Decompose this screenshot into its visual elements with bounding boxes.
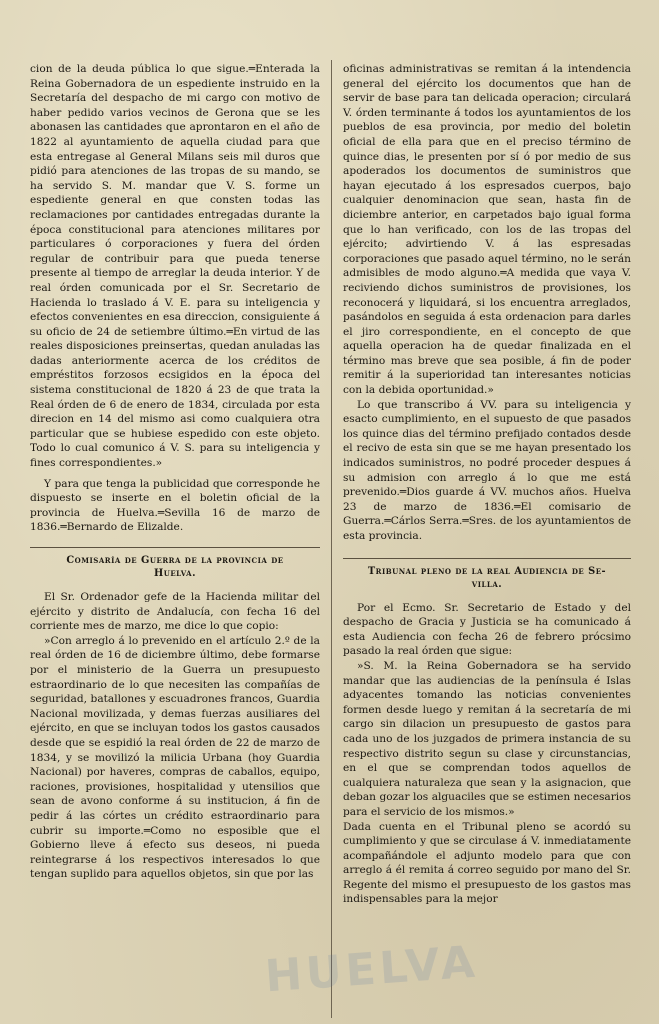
right-column [343, 62, 631, 907]
left-paragraph-3: El Sr. Ordenador gefe de la Hacienda militar del ejército y distrito de Andalucía, con fecha 16 del corriente mes de marzo, me dice lo que copio: [30, 591, 320, 633]
left-column [30, 62, 320, 882]
section-heading-comisaria [30, 547, 320, 580]
right-paragraph-2: Lo que transcribo á VV. para su inteligencia y esacto cumplimiento, en el supuesto de que pasados los quince dias del término prefijado contados desde el recivo de esta sin que se me hayan presentado los indicados suministros, no podré proceder despues á su admision con arreglo á lo que me está prevenido.═Dios guarde á VV. muchos años. Huelva 23 de marzo de 1836.═El comisario de Guerra.═Cárlos Serra.═Sres. de los ayuntamientos de esta provincia. [343, 398, 631, 542]
left-paragraph-1: cion de la deuda pública lo que sigue.═Enterada la Reina Gobernadora de un espediente instruido en la Secretaría del despacho de mi cargo con motivo de haber pedido varios vecinos de Gerona que se les abonasen las cantidades que aprontaron en el año de 1822 al ayuntamiento de aquella ciudad para que esta entregase al General Milans seis mil duros que pidió para atenciones de las tropas de su mando, se ha servido S. M. mandar que V. S. forme un espediente general en que consten todas las reclamaciones por cantidades entregadas durante la época constitucional para atenciones militares por particulares ó corporaciones y fuera del órden regular de contribuir para que pueda tenerse presente al tiempo de arreglar la deuda interior. Y de real órden comunicada por el Sr. Secretario de Hacienda lo traslado á V. E. para su inteligencia y efectos convenientes en esa direccion, consiguiente á su oficio de 24 de setiembre último.═En virtud de las reales disposiciones preinsertas, quedan anuladas las dadas anteriormente acerca de los créditos de empréstitos forzosos ecsigidos en la época del sistema constitucional de 1820 á 23 de que trata la Real órden de 6 de enero de 1834, circulada por esta direcion en 14 del mismo asi como cualquiera otra particular que se hubiese espedido con este objeto. Todo lo cual comunico á V. S. para su inteligencia y fines correspondientes.» [30, 63, 320, 470]
right-paragraph-4: »S. M. la Reina Gobernadora se ha servido mandar que las audiencias de la península é Islas adyacentes tomando las noticias convenientes formen desde luego y remitan á la secretaría de mi cargo sin dilacion un presupuesto de gastos para cada uno de los juzgados de primera instancia de su respectivo distrito segun su clase y circunstancias, en el que se comprendan todos aquellos de cualquiera naturaleza que sean y la asignacion, que deban gozar los alguaciles que se estimen necesarios para el servicio de los mismos.» [343, 659, 631, 818]
section-heading-tribunal [343, 558, 631, 591]
right-paragraph-5: Dada cuenta en el Tribunal pleno se acordó su cumplimiento y que se circulase á V. inmediatamente acompañándole el adjunto modelo para que con arreglo á él remita á correo seguido por mano del Sr. Regente del mismo el presupuesto de los gastos mas indispensables para la mejor [343, 820, 631, 906]
section-heading-comisaria-line1: Comisaría de Guerra de la provincia de [66, 555, 284, 566]
column-divider [331, 60, 332, 1018]
right-paragraph-3: Por el Ecmo. Sr. Secretario de Estado y del despacho de Gracia y Justicia se ha comunicado á esta Audiencia con fecha 26 de febrero prócsimo pasado la real órden que sigue: [343, 601, 631, 658]
left-paragraph-4: »Con arreglo á lo prevenido en el artículo 2.º de la real órden de 16 de diciembre último, debe formarse por el ministerio de la Guerra un presupuesto estraordinario de lo que necesiten las compañías de seguridad, batallones y escuadrones francos, Guardia Nacional movilizada, y demas fuerzas ausiliares del ejército, en que se incluyan todos los gastos causados desde que se espidió la real órden de 22 de marzo de 1834, y se movilizó la milicia Urbana (hoy Guardia Nacional) por haveres, compras de caballos, equipo, raciones, provisiones, hospitalidad y utensilios que sean de avono conforme á su institucion, á fin de pedir á las córtes un crédito estraordinario para cubrir su importe.═Como no esposible que el Gobierno lleve á efecto sus deseos, ni pueda reintegrarse á los respectivos interesados lo que tengan suplido para aquellos objetos, sin que por las [30, 634, 320, 881]
section-heading-tribunal-line2: villa. [471, 578, 503, 590]
right-paragraph-1: oficinas administrativas se remitan á la intendencia general del ejército los documentos que han de servir de base para tan delicada operacion; circulará V. órden terminante á todos los ayuntamientos de los pueblos de esa provincia, por medio del boletin oficial de ella para que en el preciso término de quince dias, le presenten por sí ó por medio de sus apoderados los documentos de suministros que hayan ejecutado á los espresados cuerpos, bajo cualquier denominacion que sean, hasta fin de diciembre anterior, en carpetados bajo igual forma que lo han verificado, con los de las tropas del ejército; advirtiendo V. á las espresadas corporaciones que pasado aquel término, no le serán admisibles de modo alguno.═A medida que vaya V. reciviendo dichos suministros de provisiones, los reconocerá y liquidará, si los encuentra arreglados, pasándolos en seguida á esta ordenacion para darles el jiro correspondiente, en el concepto de que aquella operacion ha de quedar finalizada en el término mas breve que sea posible, á fin de poder remitir á la superioridad tan interesantes noticias con la debida oportunidad.» [343, 63, 631, 397]
library-watermark: HUELVA [263, 936, 481, 1003]
left-paragraph-2: Y para que tenga la publicidad que corresponde he dispuesto se inserte en el boletin oficial de la provincia de Huelva.═Sevilla 16 de marzo de 1836.═Bernardo de Elizalde. [30, 477, 320, 534]
section-heading-comisaria-line2: Huelva. [153, 568, 197, 579]
section-heading-tribunal-line1: Tribunal pleno de la real Audiencia de Se- [367, 565, 607, 577]
